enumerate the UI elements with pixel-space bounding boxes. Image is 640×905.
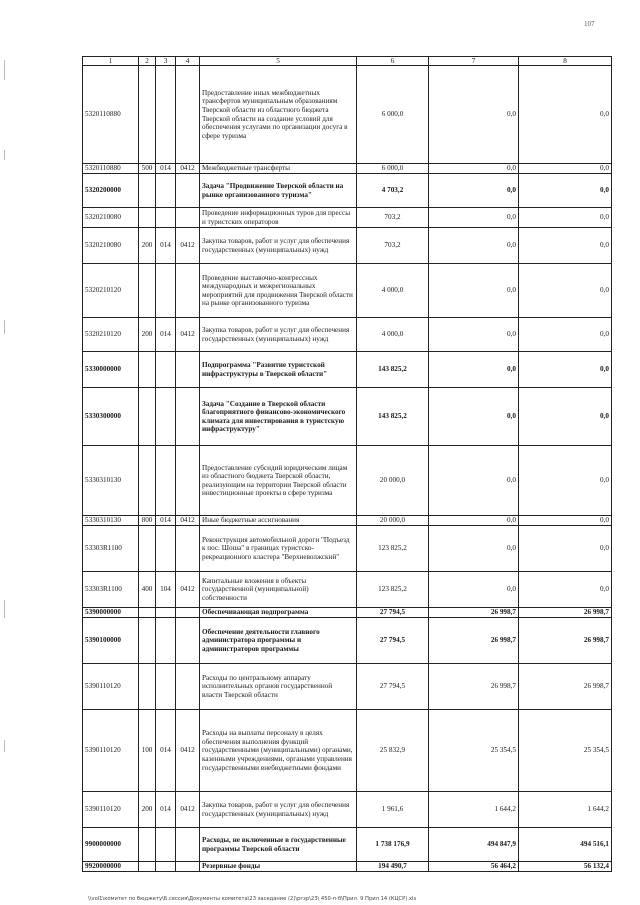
table-row — [83, 862, 612, 872]
target-article-code: 9920000000 — [83, 862, 139, 872]
table-row — [83, 164, 612, 174]
expense-description: Задача "Продвижение Тверской области на рынке организованного туризма" — [200, 174, 357, 208]
expense-type-code — [139, 388, 156, 446]
header-cell: 7 — [429, 57, 519, 66]
table-row — [83, 228, 612, 264]
amount-year-1: 27 794,5 — [357, 618, 429, 664]
amount-year-1: 25 832,9 — [357, 710, 429, 792]
amount-year-1: 20 000,0 — [357, 446, 429, 516]
amount-year-1: 6 000,0 — [357, 66, 429, 164]
section-code — [176, 828, 200, 862]
ministry-code: 014 — [156, 710, 176, 792]
table-row — [83, 828, 612, 862]
amount-year-1: 4 000,0 — [357, 318, 429, 352]
section-code — [176, 862, 200, 872]
amount-year-1: 6 000,0 — [357, 164, 429, 174]
ministry-code — [156, 264, 176, 318]
target-article-code: 5390110120 — [83, 710, 139, 792]
table-row — [83, 446, 612, 516]
amount-year-3: 0,0 — [519, 388, 612, 446]
expense-description: Межбюджетные трансферты — [200, 164, 357, 174]
amount-year-2: 0,0 — [429, 208, 519, 228]
expense-type-code: 100 — [139, 710, 156, 792]
amount-year-2: 0,0 — [429, 228, 519, 264]
ministry-code: 014 — [156, 516, 176, 526]
section-code: 0412 — [176, 164, 200, 174]
target-article-code: 5320210120 — [83, 318, 139, 352]
amount-year-3: 0,0 — [519, 264, 612, 318]
amount-year-1: 143 825,2 — [357, 388, 429, 446]
amount-year-1: 194 490,7 — [357, 862, 429, 872]
section-code — [176, 388, 200, 446]
ministry-code: 104 — [156, 572, 176, 608]
ministry-code: 014 — [156, 318, 176, 352]
ministry-code — [156, 208, 176, 228]
expense-description: Закупка товаров, работ и услуг для обеспечения государственных (муниципальных) нужд — [200, 792, 357, 828]
amount-year-1: 20 000,0 — [357, 516, 429, 526]
amount-year-2: 26 998,7 — [429, 664, 519, 710]
amount-year-2: 0,0 — [429, 572, 519, 608]
ministry-code — [156, 174, 176, 208]
expense-description: Расходы по центральному аппарату исполнительных органов государственной власти Тверской области — [200, 664, 357, 710]
section-code — [176, 608, 200, 618]
section-code: 0412 — [176, 572, 200, 608]
amount-year-2: 0,0 — [429, 264, 519, 318]
amount-year-1: 703,2 — [357, 208, 429, 228]
header-cell: 8 — [519, 57, 612, 66]
target-article-code: 53303R1100 — [83, 526, 139, 572]
table-row — [83, 618, 612, 664]
expense-description: Проведение информационных туров для прессы и туристских операторов — [200, 208, 357, 228]
amount-year-1: 123 825,2 — [357, 526, 429, 572]
ministry-code — [156, 862, 176, 872]
expense-description: Обеспечение деятельности главного администратора программы и администраторов программы — [200, 618, 357, 664]
table-row — [83, 388, 612, 446]
target-article-code: 5330310130 — [83, 446, 139, 516]
amount-year-3: 0,0 — [519, 228, 612, 264]
target-article-code: 5390000000 — [83, 608, 139, 618]
table-row — [83, 608, 612, 618]
expense-description: Расходы на выплаты персоналу в целях обеспечения выполнения функций государственными (муниципальными) органами, казенными учреждениями, органами управления государственными внебюджетными фондами — [200, 710, 357, 792]
expense-type-code — [139, 66, 156, 164]
section-code — [176, 664, 200, 710]
expense-type-code — [139, 208, 156, 228]
amount-year-3: 0,0 — [519, 516, 612, 526]
table-row — [83, 572, 612, 608]
file-path-footer: \\vol1\комитет по бюджету\Б.сессия\Документы комитета\23 заседание (2)\ргзр\23\ 450-п-б\Прил. 9 Прил 14 (КЦСР).xls — [88, 896, 417, 902]
expense-type-code — [139, 352, 156, 388]
expense-type-code — [139, 618, 156, 664]
amount-year-3: 26 998,7 — [519, 664, 612, 710]
expense-type-code — [139, 526, 156, 572]
amount-year-3: 0,0 — [519, 174, 612, 208]
expense-description: Предоставление субсидий юридическим лицам из областного бюджета Тверской области, реализующим на территории Тверской области инвестиционные проекты в сфере туризма — [200, 446, 357, 516]
target-article-code: 5320210080 — [83, 208, 139, 228]
target-article-code: 5320210080 — [83, 228, 139, 264]
expense-description: Иные бюджетные ассигнования — [200, 516, 357, 526]
expense-type-code — [139, 446, 156, 516]
expense-description: Предоставление иных межбюджетных трансфертов муниципальным образованиям Тверской области из областного бюджета Тверской области на создание условий для обеспечения услугами по организации досуга в сфере туризма — [200, 66, 357, 164]
amount-year-2: 1 644,2 — [429, 792, 519, 828]
expense-description: Реконструкция автомобильной дороги "Подъезд к пос. Шоша" в границах туристско-рекреационного кластера "Верхневолжский" — [200, 526, 357, 572]
expense-type-code: 200 — [139, 792, 156, 828]
amount-year-2: 56 464,2 — [429, 862, 519, 872]
header-row — [83, 57, 612, 66]
expense-description: Расходы, не включенные в государственные программы Тверской области — [200, 828, 357, 862]
target-article-code: 5320110880 — [83, 164, 139, 174]
ministry-code — [156, 388, 176, 446]
ministry-code — [156, 618, 176, 664]
ministry-code — [156, 608, 176, 618]
expense-type-code: 200 — [139, 228, 156, 264]
table-row — [83, 264, 612, 318]
section-code: 0412 — [176, 792, 200, 828]
ministry-code — [156, 526, 176, 572]
amount-year-2: 0,0 — [429, 516, 519, 526]
header-cell: 2 — [139, 57, 156, 66]
table-row — [83, 208, 612, 228]
header-cell: 3 — [156, 57, 176, 66]
expense-description: Обеспечивающая подпрограмма — [200, 608, 357, 618]
expense-description: Капитальные вложения в объекты государственной (муниципальной) собственности — [200, 572, 357, 608]
amount-year-3: 1 644,2 — [519, 792, 612, 828]
amount-year-1: 703,2 — [357, 228, 429, 264]
amount-year-3: 25 354,5 — [519, 710, 612, 792]
ministry-code: 014 — [156, 228, 176, 264]
target-article-code: 5330300000 — [83, 388, 139, 446]
ministry-code — [156, 828, 176, 862]
amount-year-3: 0,0 — [519, 318, 612, 352]
target-article-code: 5320210120 — [83, 264, 139, 318]
amount-year-2: 0,0 — [429, 526, 519, 572]
amount-year-3: 0,0 — [519, 66, 612, 164]
amount-year-2: 0,0 — [429, 66, 519, 164]
expense-type-code: 400 — [139, 572, 156, 608]
section-code: 0412 — [176, 516, 200, 526]
scan-edge-marks — [2, 0, 8, 905]
table-row — [83, 516, 612, 526]
header-cell: 4 — [176, 57, 200, 66]
header-cell: 5 — [200, 57, 357, 66]
ministry-code — [156, 446, 176, 516]
target-article-code: 5330310130 — [83, 516, 139, 526]
expense-type-code: 800 — [139, 516, 156, 526]
amount-year-3: 0,0 — [519, 526, 612, 572]
section-code: 0412 — [176, 710, 200, 792]
ministry-code: 014 — [156, 164, 176, 174]
target-article-code: 5320200000 — [83, 174, 139, 208]
section-code — [176, 66, 200, 164]
amount-year-1: 1 738 176,9 — [357, 828, 429, 862]
page-number: 107 — [584, 20, 595, 28]
amount-year-1: 4 000,0 — [357, 264, 429, 318]
amount-year-1: 143 825,2 — [357, 352, 429, 388]
section-code — [176, 208, 200, 228]
amount-year-1: 27 794,5 — [357, 608, 429, 618]
section-code: 0412 — [176, 318, 200, 352]
target-article-code: 5330000000 — [83, 352, 139, 388]
target-article-code: 5320110880 — [83, 66, 139, 164]
amount-year-3: 26 998,7 — [519, 618, 612, 664]
amount-year-2: 0,0 — [429, 174, 519, 208]
expense-type-code: 500 — [139, 164, 156, 174]
section-code: 0412 — [176, 228, 200, 264]
section-code — [176, 174, 200, 208]
amount-year-3: 494 516,1 — [519, 828, 612, 862]
amount-year-1: 27 794,5 — [357, 664, 429, 710]
expense-description: Проведение выставочно-конгрессных международных и межрегиональных мероприятий для продвижения Тверской области на рынке организованного туризма — [200, 264, 357, 318]
target-article-code: 9900000000 — [83, 828, 139, 862]
expense-type-code — [139, 264, 156, 318]
amount-year-2: 26 998,7 — [429, 608, 519, 618]
amount-year-2: 0,0 — [429, 388, 519, 446]
section-code — [176, 352, 200, 388]
table-row — [83, 352, 612, 388]
target-article-code: 5390110120 — [83, 664, 139, 710]
expense-type-code: 200 — [139, 318, 156, 352]
table-row — [83, 318, 612, 352]
amount-year-3: 0,0 — [519, 446, 612, 516]
target-article-code: 5390100000 — [83, 618, 139, 664]
amount-year-3: 0,0 — [519, 208, 612, 228]
expense-type-code — [139, 174, 156, 208]
ministry-code — [156, 664, 176, 710]
table-row — [83, 792, 612, 828]
amount-year-2: 25 354,5 — [429, 710, 519, 792]
ministry-code — [156, 352, 176, 388]
section-code — [176, 526, 200, 572]
amount-year-1: 1 961,6 — [357, 792, 429, 828]
table-row — [83, 710, 612, 792]
expense-type-code — [139, 828, 156, 862]
amount-year-1: 123 825,2 — [357, 572, 429, 608]
target-article-code: 5390110120 — [83, 792, 139, 828]
header-cell: 1 — [83, 57, 139, 66]
expense-description: Задача "Создание в Тверской области благоприятного финансово-экономического климата для инвестирования в туристскую инфраструктуру" — [200, 388, 357, 446]
amount-year-2: 0,0 — [429, 164, 519, 174]
budget-table — [82, 56, 612, 872]
table-row — [83, 174, 612, 208]
amount-year-3: 56 132,4 — [519, 862, 612, 872]
section-code — [176, 618, 200, 664]
amount-year-3: 0,0 — [519, 352, 612, 388]
amount-year-3: 26 998,7 — [519, 608, 612, 618]
expense-description: Резервные фонды — [200, 862, 357, 872]
table-row — [83, 664, 612, 710]
amount-year-2: 0,0 — [429, 352, 519, 388]
section-code — [176, 446, 200, 516]
expense-type-code — [139, 664, 156, 710]
expense-type-code — [139, 862, 156, 872]
amount-year-2: 494 847,9 — [429, 828, 519, 862]
expense-description: Закупка товаров, работ и услуг для обеспечения государственных (муниципальных) нужд — [200, 318, 357, 352]
ministry-code — [156, 66, 176, 164]
section-code — [176, 264, 200, 318]
expense-type-code — [139, 608, 156, 618]
header-cell: 6 — [357, 57, 429, 66]
budget-table-body — [83, 66, 612, 872]
table-row — [83, 526, 612, 572]
target-article-code: 53303R1100 — [83, 572, 139, 608]
ministry-code: 014 — [156, 792, 176, 828]
expense-description: Подпрограмма "Развитие туристской инфраструктуры в Тверской области" — [200, 352, 357, 388]
amount-year-3: 0,0 — [519, 164, 612, 174]
amount-year-2: 0,0 — [429, 446, 519, 516]
table-row — [83, 66, 612, 164]
amount-year-2: 0,0 — [429, 318, 519, 352]
amount-year-2: 26 998,7 — [429, 618, 519, 664]
expense-description: Закупка товаров, работ и услуг для обеспечения государственных (муниципальных) нужд — [200, 228, 357, 264]
amount-year-1: 4 703,2 — [357, 174, 429, 208]
amount-year-3: 0,0 — [519, 572, 612, 608]
